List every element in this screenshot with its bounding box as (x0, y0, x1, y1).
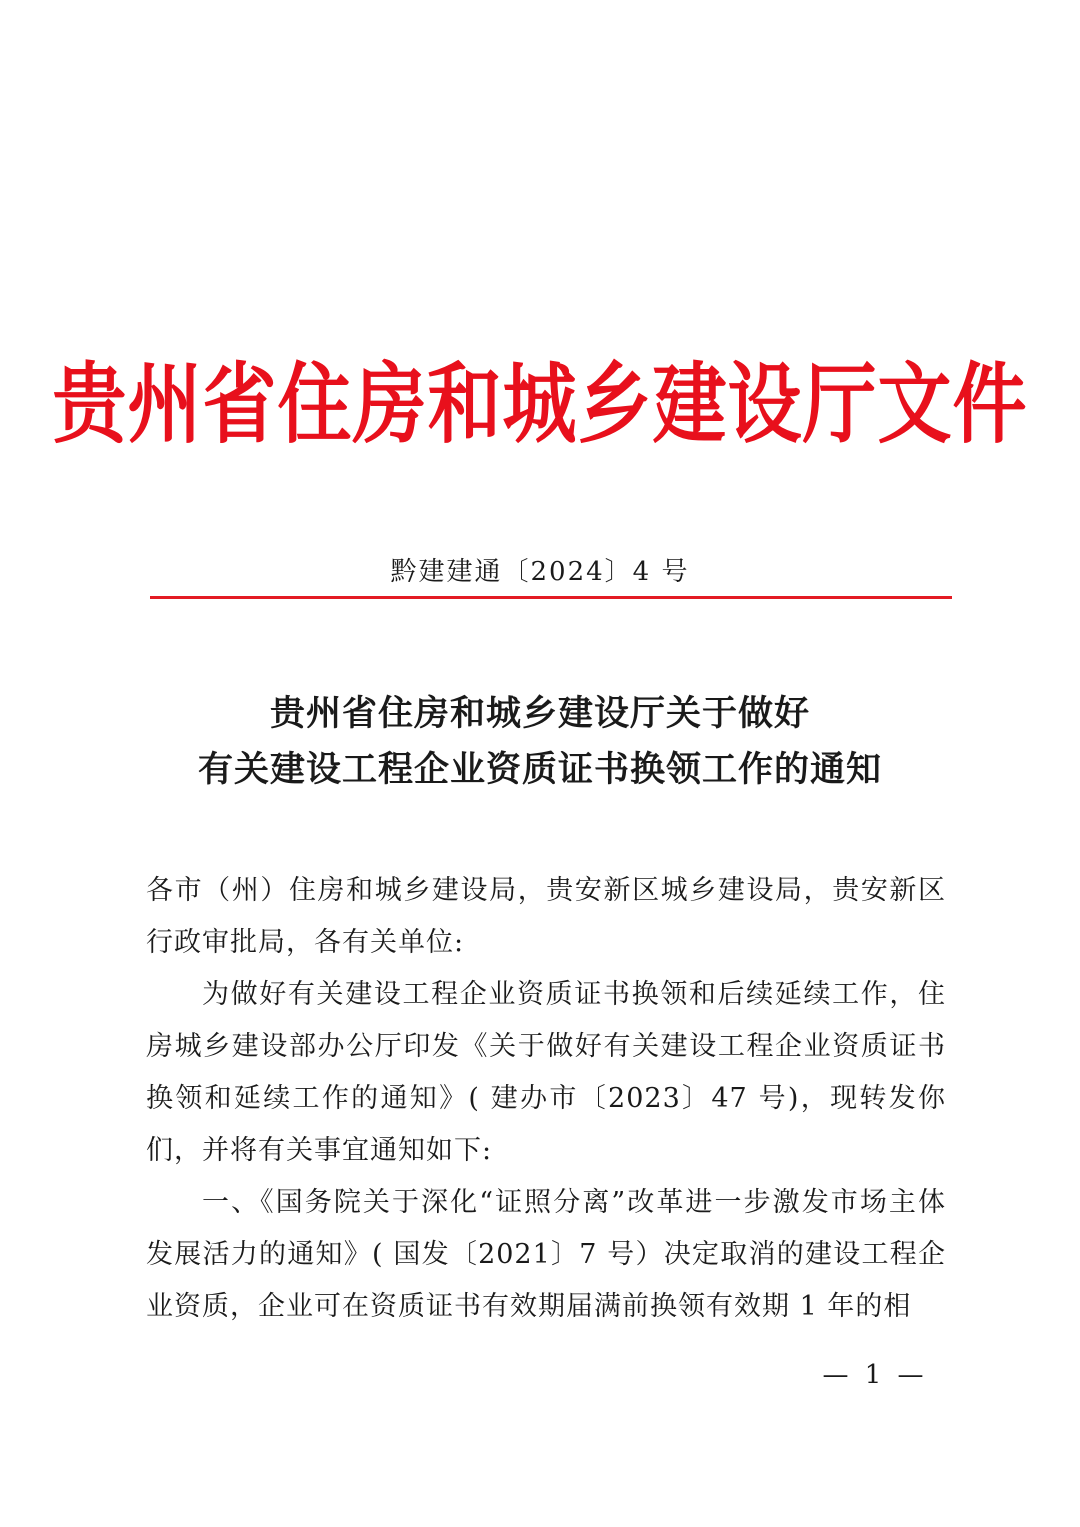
document-body (146, 865, 946, 1333)
notice-title-line-2: 有关建设工程企业资质证书换领工作的通知 (197, 749, 882, 790)
masthead-title: 贵州省住房和城乡建设厅文件 (52, 354, 1028, 456)
document-number: 黔建建通〔2024〕4 号 (390, 557, 690, 587)
salutation: 各市（州）住房和城乡建设局，贵安新区城乡建设局，贵安新区行政审批局，各有关单位: (146, 875, 946, 958)
notice-title (0, 686, 1080, 798)
body-paragraph-2: 一、《国务院关于深化“证照分离”改革进一步激发市场主体发展活力的通知》( 国发〔2021〕7 号）决定取消的建设工程企业资质，企业可在资质证书有效期届满前换领有效期 1 年的相 (146, 1187, 946, 1322)
body-paragraph-1: 为做好有关建设工程企业资质证书换领和后续延续工作，住房城乡建设部办公厅印发《关于做好有关建设工程企业资质证书换领和延续工作的通知》( 建办市〔2023〕47 号)，现转发你们，并将有关事宜通知如下: (146, 979, 946, 1166)
page-number: — 1 — (822, 1360, 928, 1390)
red-separator-line (150, 596, 952, 599)
notice-title-line-1: 贵州省住房和城乡建设厅关于做好 (269, 693, 810, 734)
